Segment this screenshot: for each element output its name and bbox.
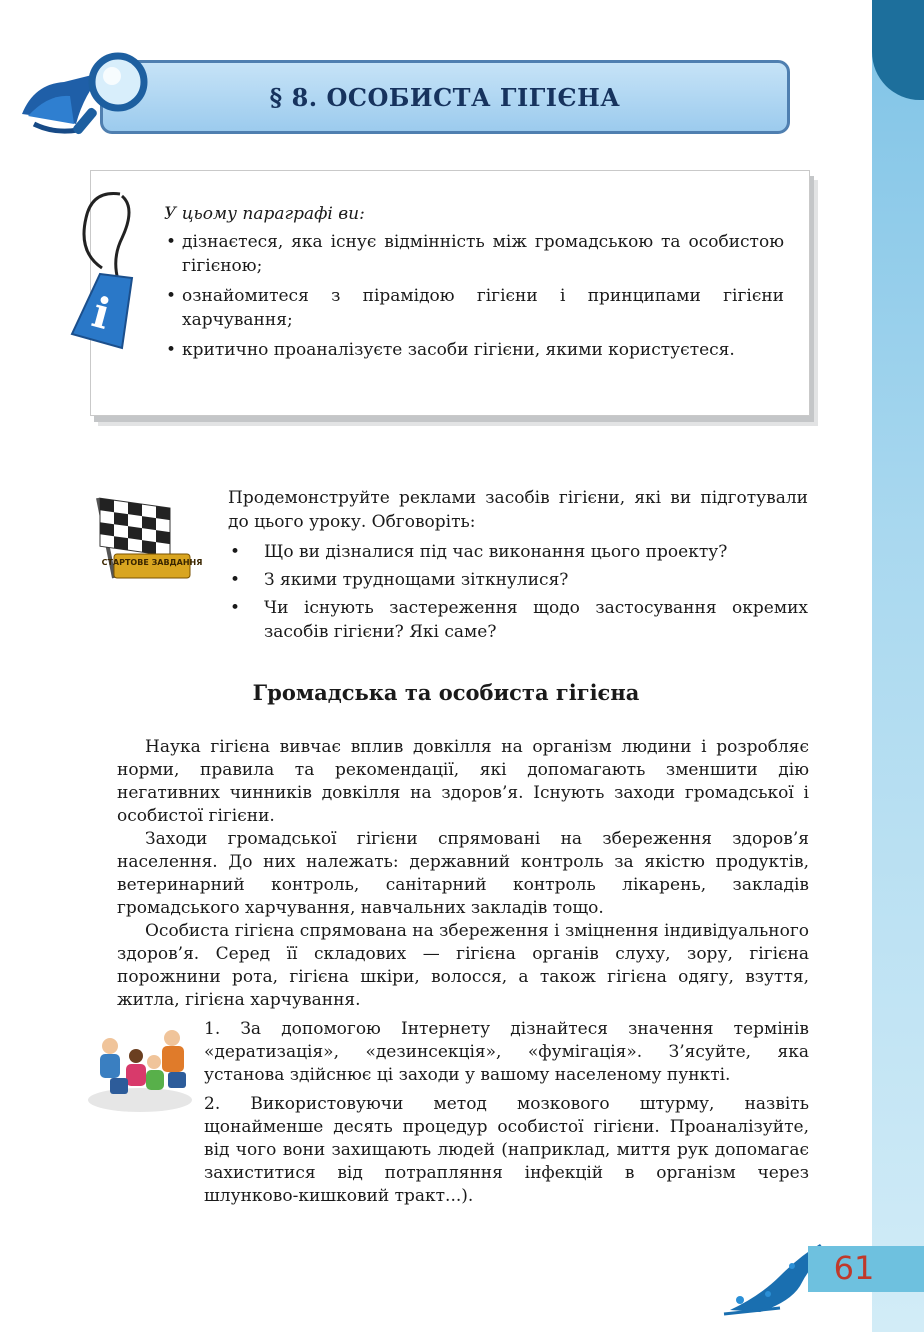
start-task-list (228, 540, 808, 644)
objectives-list (164, 230, 784, 362)
list-item: • ознайомитеся з пірамідою гігієни і принципами гігієни харчування; (164, 284, 784, 332)
title-banner (100, 60, 790, 134)
body-text (117, 736, 809, 1012)
list-item: • Чи існують застереження щодо застосування окремих засобів гігієни? Які саме? (228, 596, 808, 644)
paragraph: Особиста гігієна спрямована на збереження і зміцнення індивідуального здоров’я. Серед її складових — гігієна органів слуху, зору, гігієна порожнини рота, гігієна шкіри, волосся, а також гігієна одягу, взуття, житла, гігієна харчування. (117, 921, 809, 1010)
page-title: § 8. ОСОБИСТА ГІГІЄНА (269, 82, 621, 112)
task-item: 2. Використовуючи метод мозкового штурму, назвіть щонайменше десять процедур особистої гігієни. Проаналізуйте, від чого вони захищають людей (наприклад, миття рук допомагає захиститися від потрапляння інфекцій в організм через шлунково-кишковий тракт...). (204, 1094, 809, 1206)
section-heading: Громадська та особиста гігієна (252, 680, 640, 705)
list-item: • З якими труднощами зіткнулися? (228, 568, 808, 592)
list-item: • критично проаналізуєте засоби гігієни, якими користуєтеся. (164, 338, 784, 362)
list-item: • дізнаєтеся, яка існує відмінність між громадською та особистою гігієною; (164, 230, 784, 278)
page-number: 61 (833, 1249, 875, 1287)
paragraph: Наука гігієна вивчає вплив довкілля на організм людини і розробляє норми, правила та рекомендації, які допомагають зменшити дію негативних чинників довкілля на здоров’я. Існують заходи громадської і особистої гігієни. (117, 737, 809, 826)
magnifier-map-icon (14, 44, 154, 140)
task-item: 1. За допомогою Інтернету дізнайтеся значення термінів «дератизація», «дезинсекція», «фумігація». З’ясуйте, яка установа здійснює ці заходи у вашому населеному пункті. (204, 1019, 809, 1085)
objectives-intro: У цьому параграфі ви: (164, 204, 365, 224)
start-task-badge: СТАРТОВЕ ЗАВДАННЯ (101, 558, 203, 567)
svg-text:i: i (87, 287, 116, 339)
checkered-flag-icon (84, 492, 203, 580)
side-decor-band (872, 0, 924, 1332)
objectives (164, 202, 784, 368)
start-task (228, 486, 808, 648)
group-discussion-icon (84, 1022, 194, 1114)
tasks (204, 1018, 809, 1214)
info-tag-icon (62, 188, 152, 358)
list-item: • Що ви дізналися під час виконання цього проекту? (228, 540, 808, 564)
start-task-intro: Продемонструйте реклами засобів гігієни, які ви підготували до цього уроку. Обговоріть: (228, 488, 808, 532)
paragraph: Заходи громадської гігієни спрямовані на збереження здоров’я населення. До них належать: державний контроль за якістю продуктів, ветеринарний контроль, санітарний контроль лікарень, закладів громадського харчування, навчальних закладів тощо. (117, 829, 809, 918)
